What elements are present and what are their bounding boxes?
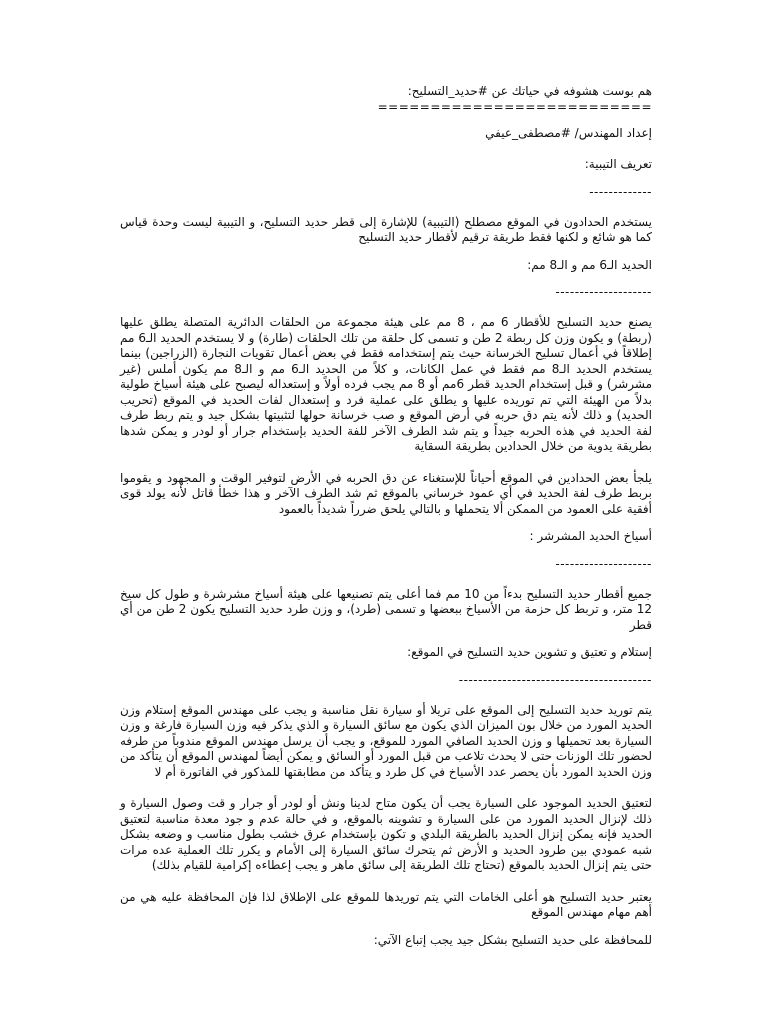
paragraph-importance: يعتبر حديد التسليح هو أعلى الخامات التي يتم توريدها للموقع على الإطلاق لذا فإن المحافظة عليه هي من أهم مهام مهندس الموقع <box>120 889 652 919</box>
section-rule-6-8mm: -------------------- <box>555 285 652 299</box>
paragraph-warning: يلجأ بعض الحدادين في الموقع أحياناً للإستغناء عن دق الحربه في الأرض لتوفير الوقت و المجهود و يقوموا بربط طرف لفة الحديد في أي عمود خرساني بالموقع ثم شد الطرف الآخر و هذا خطأ قاتل لأنه يولد قوى أفقية على العمود من الممكن ألا يتحملها و بالتالي يلحق ضرراً شديداً بالعمود <box>120 470 652 516</box>
paragraph-preservation-intro: للمحافظة على حديد التسليح بشكل جيد يجب إتباع الآتي: <box>373 932 652 947</box>
paragraph-receiving: يتم توريد حديد التسليح إلى الموقع على تريلا أو سيارة نقل مناسبة و يجب على مهندس الموقع إستلام وزن الحديد المورد من خلال بون الميزان الذي يكون مع سائق السيارة و الذي يذكر فيه وزن السيارة فارغة و وزن السيارة بعد تحميلها و وزن الحديد الصافي المورد للموقع، و يجب أن يرسل مهندس الموقع مندوباً من طرفه لحضور تلك الوزنات حتى لا يحدث تلاعب من قبل المورد أو السائق و يمكن أيضاً لمهندس الموقع أن يتأكد من وزن الحديد المورد بأن يحصر عدد الأسياخ في كل طرد و يتأكد من مطابقتها للمذكور في الفاتورة أم لا <box>120 702 652 779</box>
section-rule-receiving: ---------------------------------------- <box>458 672 652 687</box>
author-line: إعداد المهندس/ #مصطفى_عيفي <box>485 125 652 140</box>
section-heading-ribbed-bars: أسياخ الحديد المشرشر : <box>529 529 652 543</box>
section-heading-6-8mm: الحديد الـ6 مم و الـ8 مم: <box>527 257 652 272</box>
paragraph-ribbed-bars: جميع أقطار حديد التسليح بدءاً من 10 مم فما أعلى يتم تصنيعها على هيئة أسياخ مشرشرة و طول كل سيخ 12 متر، و تربط كل حزمة من الأسياخ ببعضها و تسمى (طرد)، و وزن طرد حديد التسليح يكون 2 طن من أي قطر <box>120 586 653 632</box>
title-rule: ========================== <box>377 99 652 114</box>
section-heading-receiving: إستلام و تعتيق و تشوين حديد التسليح في الموقع: <box>407 645 652 659</box>
paragraph-definition: يستخدم الحدادون في الموقع مصطلح (التيبية) للإشارة إلى قطر حديد التسليح، و التيبية ليست وحدة قياس كما هو شائع و لكنها فقط طريقة ترقيم لأقطار حديد التسليح <box>120 214 652 244</box>
post-title: هم بوست هشوفه في حياتك عن #حديد_التسليح: <box>407 84 652 98</box>
paragraph-6-8mm: يصنع حديد التسليح للأقطار 6 مم ، 8 مم على هيئة مجموعة من الحلقات الدائرية المتصلة يطلق عليها (ربطة) و يكون وزن كل ربطة 2 طن و تسمى كل حلقة من تلك الحلقات (طارة) و لا يستخدم الحديد الـ6 مم إطلاقاً في أعمال تسليح الخرسانة حيث يتم إستخدامه فقط في بعض أعمال تقويات النجارة (الزراجين) بينما يستخدم الحديد الـ8 مم فقط في عمل الكانات، و كلاً من الحديد الـ6 مم و الـ8 مم يكون أملس (غير مشرشر) و قبل إستخدام الحديد قطر 6مم أو 8 مم يجب فرده أولاً و إستعداله ليصبح على هيئة أسياخ طولية بدلاً من الهيئة التي تم توريده عليها و يطلق على عملية فرد و إستعدال لفات الحديد في الموقع (تحريب الحديد) و ذلك لأنه يتم دق حربه في أرض الموقع و صب خرسانة حولها لتثبيتها بشكل جيد و يتم ربط طرف لفة الحديد في هذه الحربه جيداً و يتم شد الطرف الآخر للفة الحديد بإستخدام جرار أو لودر و يمكن شدها بطريقة يدوية من خلال الحدادين بطريقة السقاية <box>120 315 652 453</box>
section-rule-definition: ------------- <box>589 184 652 199</box>
section-rule-ribbed-bars: -------------------- <box>555 556 652 571</box>
section-heading-definition: تعريف التيبية: <box>584 157 652 171</box>
paragraph-unloading: لتعتيق الحديد الموجود على السيارة يجب أن يكون متاح لدينا ونش أو لودر أو جرار و قت وصول السيارة و ذلك لإنزال الحديد المورد من على السيارة و تشوينه بالموقع، و في حالة عدم و جود معدة مناسبة لتعتيق الحديد فإنه يمكن إنزال الحديد بالطريقة البلدي و تكون بإستخدام عرق خشب بطول مناسب و وضعه بشكل شبه عمودي بين طرود الحديد و الأرض ثم يتحرك سائق السيارة إلى الأمام و يكرر تلك العملية عده مرات حتى يتم إنزال الحديد بالموقع (تحتاج تلك الطريقة إلى سائق ماهر و يجب إعطاءه إكرامية للقيام بذلك) <box>120 796 652 872</box>
